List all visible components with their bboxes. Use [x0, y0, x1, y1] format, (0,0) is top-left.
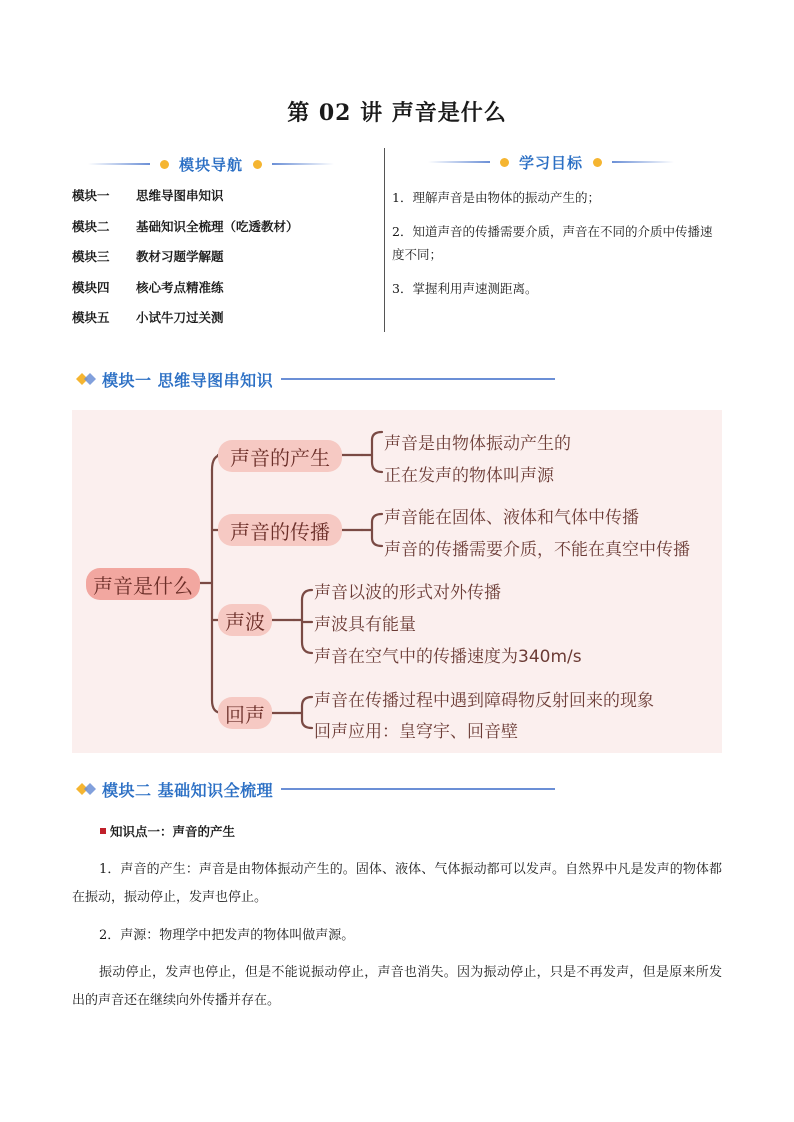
paragraph: 1．声音的产生：声音是由物体振动产生的。固体、液体、气体振动都可以发声。自然界中凡是发声的物体都在振动，振动停止，发声也停止。: [72, 862, 722, 905]
mind-map-root: 声音是什么: [86, 568, 200, 600]
dot-icon: [593, 158, 602, 167]
nav-heading: 模块导航: [179, 155, 244, 174]
section-rule: [281, 378, 555, 380]
section-heading-2: 模块二 基础知识全梳理: [76, 778, 555, 800]
diamond-icon: [76, 371, 98, 387]
goal-item: 2．知道声音的传播需要介质，声音在不同的介质中传播速度不同；: [392, 224, 713, 262]
mind-map-leaf: 声音在空气中的传播速度为340m/s: [314, 647, 582, 667]
mind-map-leaf: 声音能在固体、液体和气体中传播: [384, 508, 639, 528]
mind-map-leaf: 声音是由物体振动产生的: [384, 434, 571, 454]
mind-map-branch: 声音的传播: [218, 514, 342, 546]
paragraph: 振动停止，发声也停止，但是不能说振动停止，声音也消失。因为振动停止，只是不再发声，但是原来所发出的声音还在继续向外传播并存在。: [72, 965, 722, 1008]
paragraph: 2．声源：物理学中把发声的物体叫做声源。: [99, 928, 355, 943]
dot-icon: [160, 160, 169, 169]
goals-heading-badge: [428, 150, 674, 174]
mind-map-branch: 回声: [218, 697, 272, 729]
nav-item[interactable]: 模块一 思维导图串知识: [72, 188, 224, 204]
goal-item: 3．掌握利用声速测距离。: [392, 281, 538, 296]
knowledge-point-heading: 知识点一：声音的产生: [100, 822, 235, 840]
mind-map: [72, 410, 722, 753]
dot-icon: [500, 158, 509, 167]
section-rule: [281, 788, 555, 790]
nav-item[interactable]: 模块四 核心考点精准练: [72, 279, 224, 295]
mind-map-branch: 声音的产生: [218, 440, 342, 472]
mind-map-leaf: 声音在传播过程中遇到障碍物反射回来的现象: [314, 691, 654, 711]
mind-map-leaf: 正在发声的物体叫声源: [384, 466, 554, 486]
column-divider: [384, 148, 385, 332]
section-heading-1: 模块一 思维导图串知识: [76, 368, 555, 390]
nav-item[interactable]: 模块五 小试牛刀过关测: [72, 310, 224, 326]
diamond-icon: [76, 781, 98, 797]
nav-item[interactable]: 模块三 教材习题学解题: [72, 249, 224, 265]
learning-goals: [392, 186, 724, 311]
mind-map-leaf: 声音的传播需要介质，不能在真空中传播: [384, 540, 690, 560]
mind-map-branch: 声波: [218, 604, 272, 636]
page-title: 第 02 讲 声音是什么: [287, 100, 507, 126]
red-square-icon: [100, 828, 106, 834]
mind-map-leaf: 声波具有能量: [314, 615, 416, 635]
mind-map-leaf: 声音以波的形式对外传播: [314, 583, 501, 603]
module-nav-list: [72, 180, 299, 333]
goals-heading: 学习目标: [519, 153, 584, 172]
nav-item[interactable]: 模块二 基础知识全梳理（吃透教材）: [72, 218, 299, 234]
nav-heading-badge: [88, 152, 334, 176]
mind-map-leaf: 回声应用：皇穹宇、回音壁: [314, 722, 518, 742]
goal-item: 1．理解声音是由物体的振动产生的；: [392, 190, 600, 205]
dot-icon: [253, 160, 262, 169]
